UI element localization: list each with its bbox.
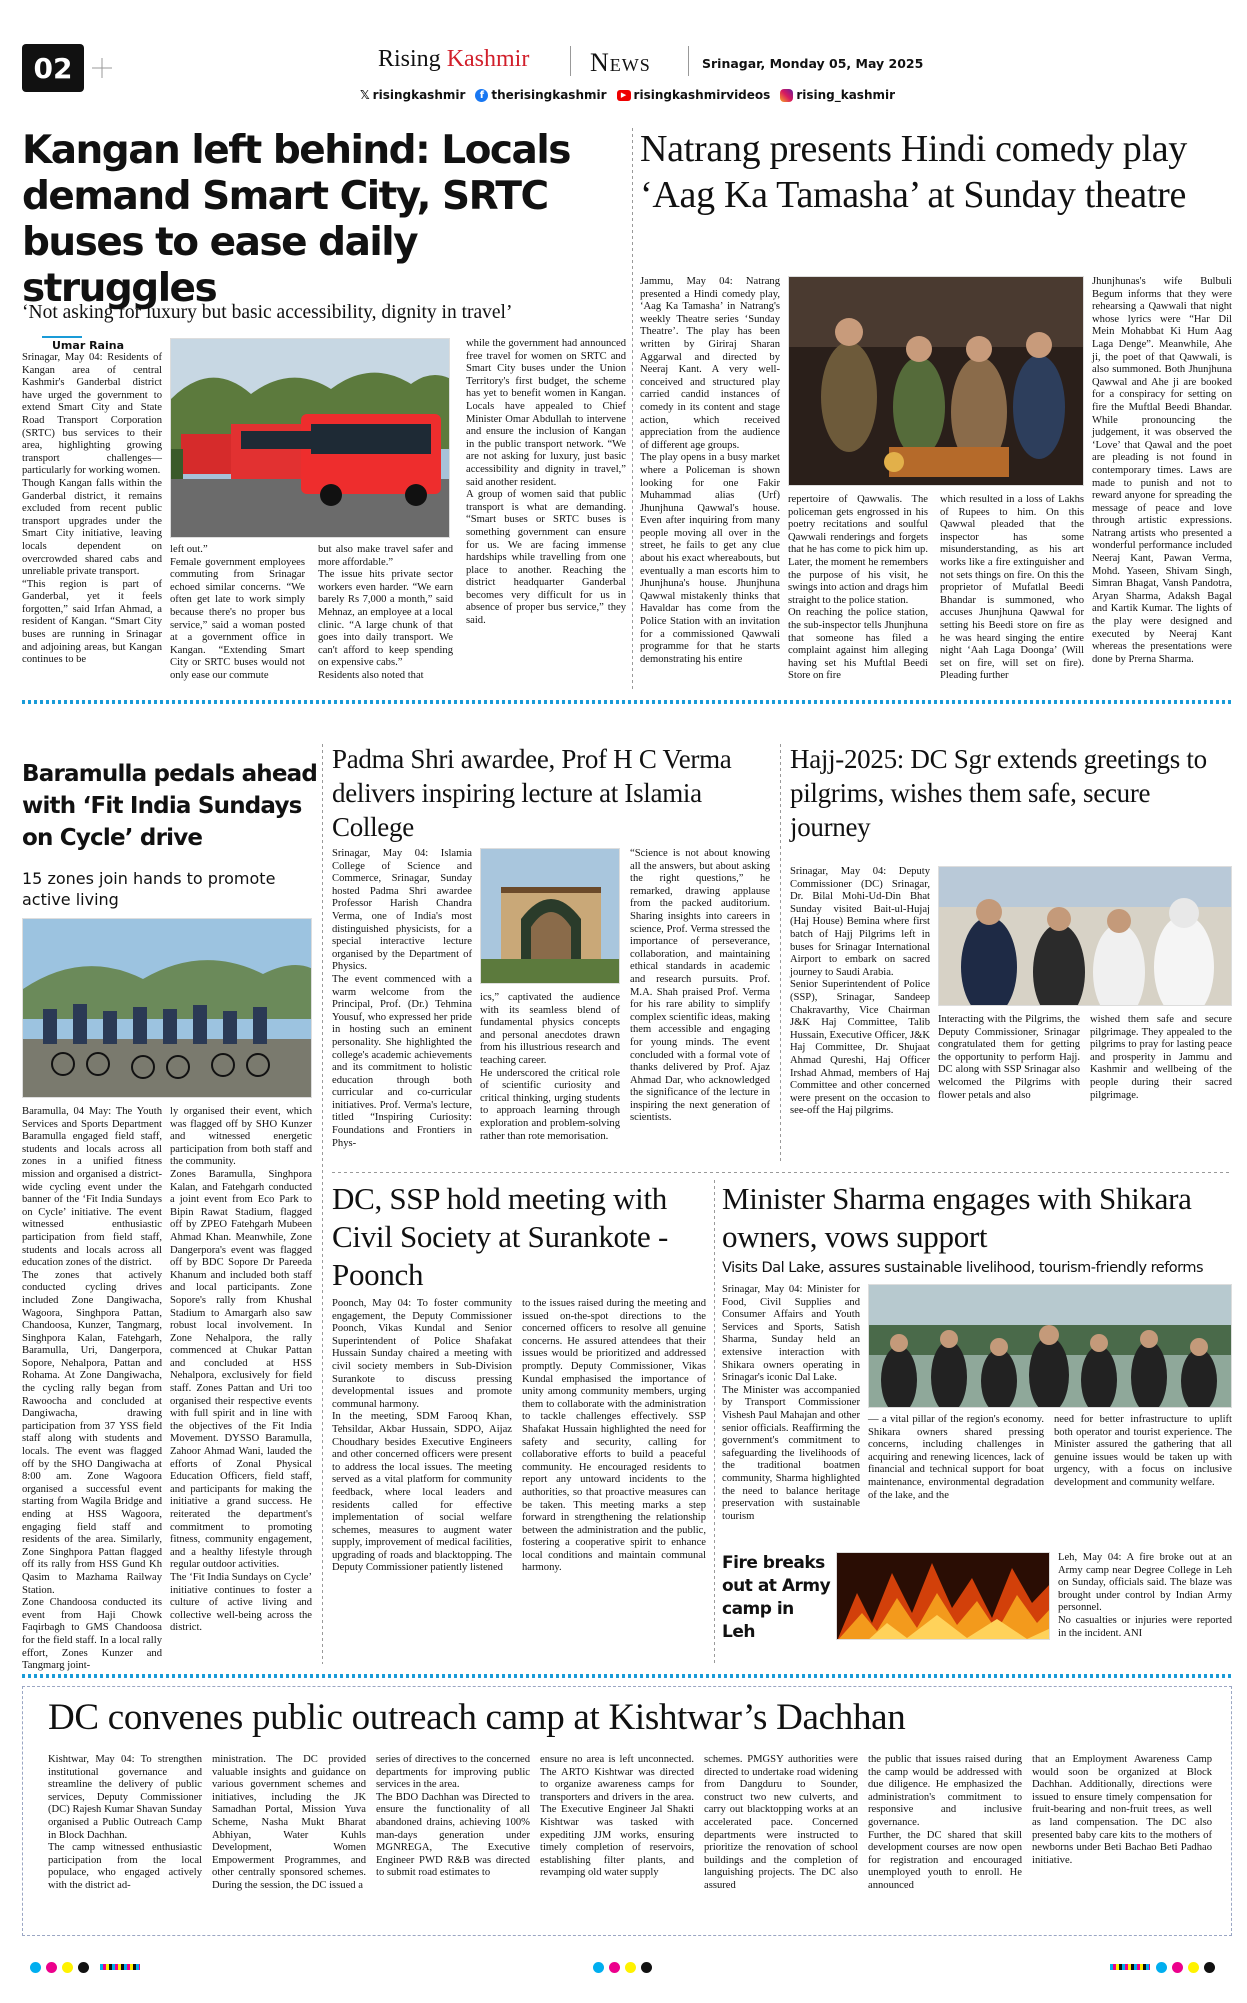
photo-shikara-meeting	[868, 1284, 1232, 1408]
row-divider	[332, 1172, 1232, 1173]
natrang-col4: Jhunjhunas's wife Bulbuli Begum informs that they were rehearsing a Qawwali that night whose lyrics were “Har Dil Mein Mohabbat Ki Hum Aag Laga Denge”. Meanwhile, Ahe ji, the poet of that Qawwali, is also summoned. Both Jhunjhuna Qawwal and Ahe ji are booked for a conspiracy for setting on fire the Muftlal Beedi Bhandar. While pronouncing the judgement, it was observed the ‘Love’ that Qawal and the poet are pleading is not found in contemporary times. Laws are made to punish and not to reward anyone for spreading the message of peace and love through artistic expressions. Natrang artists who presented a wonderful performance included Neeraj Kant, Pawan Verma, Mohd. Yaseen, Shivam Singh, Simran Bhagat, Vansh Pandotra, Aryan Sharma, Adaksh Bagal and Kartik Kumar. The lights of the play were designed and executed by Neeraj Kant whereas the presentations were done by Prerna Sharma.	[1092, 276, 1232, 665]
page-number-box	[22, 44, 84, 92]
x-icon: 𝕏	[360, 88, 370, 102]
headline-shikara: Minister Sharma engages with Shikara owners, vows support	[722, 1181, 1192, 1254]
headline-padma: Padma Shri awardee, Prof H C Verma delivers inspiring lecture at Islamia College	[332, 744, 732, 842]
column-rule	[714, 1180, 715, 1664]
baramulla-col1: Baramulla, 04 May: The Youth Services and Sports Department Baramulla engaged field staff, students and locals across all zones in a unified fitness mission and organised a district-wide cycling event under the banner of the ‘Fit India Sundays on Cycle’ initiative. The event witnessed enthusiastic participation from field staff, students and locals across all education zones of the district. The zones that actively conducted cycling drives included Zone Dangiwacha, Wagoora, Singhpora Pattan, Chandoosa, Kunzer, Tangmarg, Singhpora Kalan, Fatehgarh, Baramulla, Uri, Dangerpora, Sopore, Nehalpora, Pattan and Rohama. At Zone Dangiwacha, the cycling rally began from Rawoocha and concluded at Dangiwacha, drawing participation from 37 YSS field staff along with students and locals. The event was flagged off by the SHO Dangiwacha at 8:00 am. Zone Wagoora organised a successful event starting from Wagila Bridge and ending at HSS Wagoora, engaging field staff and residents of the area. Similarly, Zone Singhpora Pattan flagged off its rally from HSS Gund Kh Qasim to Mazhama Railway Station. Zone Chandoosa conducted its event from Haji Chowk Faqirbagh to GMS Chandoosa for the field staff. In a local rally effort, Zones Kunzer and Tangmarg joint-	[22, 1106, 162, 1672]
color-registration-bar	[30, 1960, 1220, 1974]
kangan-col4: while the government had announced free travel for women on SRTC and Smart City buses under the Union Territory's first budget, the scheme has yet to benefit women in Kangan. Locals have appealed to Chief Minister Omar Abdullah to intervene and ensure the inclusion of Kangan in the public transport network. “We are not asking for luxury, just basic accessibility and dignity in travel,” said another resident. A group of women said that public transport is what are demanding. “Smart buses or SRTC buses is something government can ensure for us. We are facing immense hardships while travelling from one place to another. Reaching the district headquarter Ganderbal becomes very difficult for us in absence of proper bus service,” they said.	[466, 338, 626, 627]
registration-mark	[92, 58, 112, 78]
deck-baramulla: 15 zones join hands to promote active living	[22, 869, 276, 909]
deck-kangan: ‘Not asking for luxury but basic accessibility, dignity in travel’	[22, 302, 513, 323]
reg-strip-left	[30, 1962, 140, 1973]
kishtwar-col6: the public that issues raised during the camp would be addressed with due diligence. He emphasized the administration's commitment to responsive and inclusive governance. Further, the DC shared that skill development courses are now open for registration and encouraged unemployed youth to enroll. He announced	[868, 1754, 1022, 1891]
headline-baramulla: Baramulla pedals ahead with ‘Fit India Sundays on Cycle’ drive	[22, 761, 318, 851]
social-label: risingkashmirvideos	[633, 88, 771, 102]
padma-col3: “Science is not about knowing all the answers, but about asking the right questions,” he remarked, drawing applause from the packed auditorium. Sharing insights into careers in science, Prof. Verma stressed the importance of perseverance, collaboration, and maintaining ethical standards in academic and research pursuits. Prof. M.A. Shah praised Prof. Verma for his rare ability to simplify complex scientific ideas, making them accessible and engaging for young minds. The event concluded with a formal vote of thanks delivered by Prof. Ajaz Ahmad Dar, who acknowledged the significance of the lecture in inspiring the next generation of scientists.	[630, 848, 770, 1124]
kishtwar-col5: schemes. PMGSY authorities were directed to undertake road widening from Dangduru to Sounder, construct two new culverts, and carry out blacktopping works at an accelerated pace. Concerned departments were instructed to prioritize the renovation of school buildings and the completion of languishing projects. The DC also assured	[704, 1754, 858, 1891]
facebook-icon: f	[475, 89, 488, 102]
social-bar	[360, 88, 895, 102]
instagram-icon	[780, 89, 793, 102]
masthead-divider	[570, 46, 571, 76]
hajj-col2: Interacting with the Pilgrims, the Deputy Commissioner, Srinagar congratulated them for getting the opportunity to perform Hajj. DC along with SSP Srinagar also welcomed the Pilgrims with flower petals and also	[938, 1014, 1080, 1101]
headline-kangan: Kangan left behind: Locals demand Smart City, SRTC buses to ease daily struggles	[22, 128, 570, 311]
kishtwar-col1: Kishtwar, May 04: To strengthen institutional governance and streamline the delivery of public services, Deputy Commissioner (DC) Rajesh Kumar Shavan Sunday organised a Public Outreach Camp in Block Dachhan. The camp witnessed enthusiastic participation from the local populace, who engaged actively with the district ad-	[48, 1754, 202, 1891]
natrang-col3: which resulted in a loss of Lakhs of Rupees to him. On this Qawwal pleaded that the inspector has some misunderstanding, as his art works like a fire extinguisher and not sets things on fire. On this the proprietor of Mufatlal Beedi Bhandar is summoned, who accuses Jhunjhuna Qawwal for setting his Beedi store on fire as he was heard singing the entire night ‘Aah Laga Doonga’ (Will set on fire, will set on fire). Pleading further	[940, 494, 1084, 682]
photo-kangan-buses	[170, 338, 450, 538]
section-divider	[22, 700, 1232, 704]
social-label: therisingkashmir	[491, 88, 607, 102]
headline-poonch: DC, SSP hold meeting with Civil Society at Surankote - Poonch	[332, 1181, 668, 1292]
natrang-col1: Jammu, May 04: Natrang presented a Hindi comedy play, ‘Aag Ka Tamasha’ in Natrang's weekly Theatre series ‘Sunday Theatre’. The play has been written by Giriraj Sharan Aggarwal and directed by Neeraj Kant. A very well-conceived and structured play carried candid instances of comedy in its content and stage action, which received appreciation from the audience of different age groups. The play opens in a busy market where a Policeman is shown looking for one Fakir Muhammad alias (Urf) Jhunjhuna Qawwal's house. Even after inquiring from many people moving all over in the street, he fails to get any clue about his exact whereabouts, but eventually a man escorts him to Jhunjhuna's house. Jhunjhuna Qawwal mistakenly thinks that Havaldar has come from the Police Station with an invitation for a commissioned Qawwali programme for that he starts demonstrating his entire	[640, 276, 780, 665]
poonch-col1: Poonch, May 04: To foster community engagement, the Deputy Commissioner Poonch, Vikas Kundal and Senior Superintendent of Police Shafakat Hussain Sunday chaired a meeting with civil society members in Sub-Division Surankote to discuss pressing developmental issues and promote communal harmony. In the meeting, SDM Farooq Khan, Tehsildar, Akbar Hussain, SDPO, Aijaz Choudhary besides Executive Engineers and other concerned officers were present to address the local issues. The meeting served as a vital platform for community feedback, where local leaders and residents called for effective implementation of social welfare schemes, measures to augment water supply, improvement of medical facilities, upgrading of roads and blacktopping. The Deputy Commissioner patiently listened	[332, 1298, 512, 1574]
column-rule	[632, 128, 633, 690]
photo-baramulla-cyclists	[22, 918, 312, 1098]
social-label: risingkashmir	[372, 88, 466, 102]
paper-name-left: Rising	[378, 46, 441, 72]
headline-hajj: Hajj-2025: DC Sgr extends greetings to pilgrims, wishes them safe, secure journey	[790, 744, 1207, 842]
social-facebook[interactable]	[475, 88, 606, 102]
reg-strip-center	[593, 1962, 657, 1973]
social-x[interactable]	[360, 88, 465, 102]
kangan-col2: left out.” Female government employees commuting from Srinagar echoed similar concerns. “We often get late to work simply because there's no proper bus service,” said a woman posted at a government office in Kangan. “Extending Smart City or SRTC buses would not only ease our commute	[170, 544, 305, 681]
dateline: Srinagar, Monday 05, May 2025	[702, 56, 924, 71]
kishtwar-col3: series of directives to the concerned departments for improving public services in the area. The BDO Dachhan was Directed to ensure the functionality of all abandoned drains, achieving 100% man-days generation under MGNREGA, The Executive Engineer PWD R&B was directed to submit road estimates to	[376, 1754, 530, 1879]
masthead-logo	[378, 46, 529, 73]
padma-col1: Srinagar, May 04: Islamia College of Science and Commerce, Srinagar, Sunday hosted Padma Shri awardee Professor Harish Chandra Verma, one of India's most distinguished physicists, for a special interactive lecture organised by the Department of Physics. The event commenced with a warm welcome from the Principal, Prof. (Dr.) Tehmina Yousuf, who expressed her pride in hosting such an eminent personality. She highlighted the college's academic achievements and its commitment to holistic education through both curricular and co-curricular initiatives. Prof. Verma's lecture, titled “Inspiring Curiosity: Foundations and Frontiers in Phys-	[332, 848, 472, 1149]
section-divider	[22, 1674, 1232, 1678]
shikara-col3: need for better infrastructure to uplift both operator and tourist experience. The Minister assured the gathering that all genuine issues would be taken up with urgency, with a focus on inclusive development and community welfare.	[1054, 1414, 1232, 1488]
hajj-col3: wished them safe and secure pilgrimage. They appealed to the pilgrims to pray for lasting peace and prosperity in Jammu and Kashmir and wellbeing of the people during their sacred pilgrimage.	[1090, 1014, 1232, 1101]
page-number: 02	[33, 51, 73, 85]
section-label: News	[590, 48, 651, 77]
byline	[22, 336, 132, 352]
poonch-col2: to the issues raised during the meeting and issued on-the-spot directions to the concerned officers to resolve all genuine concerns. He assured attendees that their issues would be prioritized and addressed promptly. Deputy Commissioner, Vikas Kundal emphasised the importance of unity among community members, urging them to collaborate with the administration to tackle challenges effectively. SSP Shafakat Hussain highlighted the need for safety and security, calling for collaborative efforts to build a peaceful community. He encouraged residents to report any untoward incidents to the authorities, so that proactive measures can be taken. This meeting marks a step forward in strengthening the relationship between the administration and the public, fostering a cooperative spirit to enhance local conditions and maintain communal harmony.	[522, 1298, 706, 1574]
kangan-col3: but also make travel safer and more affordable.” The issue hits private sector workers even harder. “We earn barely Rs 7,000 a month,” said Mehnaz, an employee at a local clinic. “A large chunk of that goes into daily transport. We can't afford to keep spending on expensive cabs.” Residents also noted that	[318, 544, 453, 681]
natrang-col2: repertoire of Qawwalis. The policeman gets engrossed in his poetry recitations and soulful Qawwali renderings and forgets that he has come to pick him up. Later, the moment he remembers the purpose of his visit, he swings into action and drags him straight to the police station. On reaching the police station, the sub-inspector tells Jhunjhuna that someone has filed a complaint against him alleging having set his Muftlal Beedi Store on fire	[788, 494, 928, 682]
shikara-col1: Srinagar, May 04: Minister for Food, Civil Supplies and Consumer Affairs and Youth Services and Sports, Satish Sharma, Sunday held an extensive interaction with Shikara owners operating in Srinagar's iconic Dal Lake. The Minister was accompanied by Transport Commissioner Vishesh Paul Mahajan and other senior officials. Reaffirming the government's commitment to safeguarding the livelihoods of the traditional boatmen community, Sharma highlighted the need to balance heritage preservation with sustainable tourism	[722, 1284, 860, 1522]
shikara-col2: — a vital pillar of the region's economy. Shikara owners shared pressing concerns, including challenges in acquiring and renewing licences, lack of financial and technical support for boat maintenance, environmental degradation of the lake, and the	[868, 1414, 1044, 1501]
social-instagram[interactable]	[780, 88, 895, 102]
column-rule	[322, 744, 323, 1664]
kangan-col1: Srinagar, May 04: Residents of Kangan area of central Kashmir's Ganderbal district have urged the government to extend Smart City and State Road Transport Corporation (SRTC) bus services to their area, highlighting growing transport challenges—particularly for working women. Though Kangan falls within the Ganderbal district, it remains excluded from recent public transport upgrades under the Smart City initiative, leaving locals dependent on overcrowded shared cabs and unreliable private transport. “This region is part of Ganderbal, yet it feels forgotten,” said Irfan Ahmad, a resident of Kangan. “Smart City buses are running in Srinagar and adjoining areas, but Kangan continues to be	[22, 352, 162, 666]
column-rule	[780, 744, 781, 1164]
social-youtube[interactable]	[617, 88, 771, 102]
byline-name: Umar Raina	[52, 339, 124, 352]
headline-kishtwar: DC convenes public outreach camp at Kishtwar’s Dachhan	[48, 1697, 906, 1738]
photo-natrang-play	[788, 276, 1084, 486]
padma-col2: ics,” captivated the audience with its seamless blend of fundamental physics concepts and personal anecdotes drawn from his illustrious research and teaching career. He underscored the critical role of scientific curiosity and critical thinking, urging students to approach learning through exploration and problem-solving rather than rote memorisation.	[480, 992, 620, 1142]
headline-fire: Fire breaks out at Army camp in Leh	[722, 1553, 831, 1642]
paper-name-right: Kashmir	[446, 46, 530, 72]
deck-shikara: Visits Dal Lake, assures sustainable livelihood, tourism-friendly reforms	[722, 1260, 1204, 1276]
baramulla-col2: ly organised their event, which was flagged off by SHO Kunzer and witnessed energetic participation from both staff and the community. Zones Baramulla, Singhpora Kalan, and Fatehgarh conducted a joint event from Eco Park to Bipin Rawat Stadium, flagged off by ZPEO Fatehgarh Mubeen Ahmad Khan. Meanwhile, Zone Dangerpora's event was flagged off by BDC Sopore Dr Pareeda Khanum and included both staff and local participants. Zone Sopore's rally from Khushal Stadium to Amargarh also saw robust local involvement. In Zone Nehalpora, the rally commenced at Chukar Pattan and concluded at HSS Nehalpora, exclusively for field staff. Zones Pattan and Uri too organised their respective events with full spirit and in line with the objectives of the Fit India Movement. DYSSO Baramulla, Zahoor Ahmad Wani, lauded the efforts of Zonal Physical Education Officers, field staff, and participants for making the initiative a grand success. He reiterated the department's commitment to promoting fitness, community engagement, and a healthy lifestyle through regular outdoor activities. The ‘Fit India Sundays on Cycle’ initiative continues to foster a culture of active living and collective well-being across the district.	[170, 1106, 312, 1634]
photo-fire	[836, 1552, 1050, 1640]
fire-body: Leh, May 04: A fire broke out at an Army camp near Degree College in Leh on Sunday, officials said. The blaze was brought under control by Indian Army personnel. No casualties or injuries were reported in the incident. ANI	[1058, 1552, 1232, 1639]
hajj-col1: Srinagar, May 04: Deputy Commissioner (DC) Srinagar, Dr. Bilal Mohi-Ud-Din Bhat Sunday visited Bait-ul-Hujaj (Haj House) Bemina where first batch of Hajj Pilgrims left in buses for Srinagar International Airport to embark on sacred journey to Saudi Arabia. Senior Superintendent of Police (SSP), Srinagar, Sandeep Chakravarthy, Vice Chairman J&K Haj Committee, Talib Hussain, Executive Officer, J&K Haj Committee, Dr. Shujaat Ahmad Qureshi, Haj Officer Irshad Ahmad, members of Haj Committee and other concerned were present on the occasion to see-off the Haj pilgrims.	[790, 866, 930, 1117]
masthead-divider-2	[688, 46, 689, 76]
kishtwar-col7: that an Employment Awareness Camp would soon be organized at Block Dachhan. Additionally, directions were issued to ensure timely compensation for fruit-bearing and non-fruit trees, as well as land compensation. The DC also presented baby care kits to the mothers of newborns under Beti Bachao Beti Padhao initiative.	[1032, 1754, 1212, 1866]
headline-natrang: Natrang presents Hindi comedy play ‘Aag Ka Tamasha’ at Sunday theatre	[640, 128, 1187, 216]
youtube-icon: ▶	[617, 90, 631, 101]
photo-hajj-pilgrims	[938, 866, 1232, 1006]
photo-islamia-college	[480, 848, 620, 984]
social-label: rising_kashmir	[796, 88, 896, 102]
reg-strip-right	[1110, 1962, 1220, 1973]
kishtwar-col4: ensure no area is left unconnected. The ARTO Kishtwar was directed to organize awareness camps for transporters and drivers in the area. The Executive Engineer Jal Shakti Kishtwar was tasked with expediting JJM works, ensuring timely completion of reservoirs, establishing filter plants, and revamping old water supply	[540, 1754, 694, 1879]
kishtwar-col2: ministration. The DC provided valuable insights and guidance on various government schemes and initiatives, including the JK Samadhan Portal, Mission Yuva Scheme, Nasha Mukt Bharat Abhiyan, Water Kuhls Development, Women Empowerment Programmes, and other centrally sponsored schemes. During the session, the DC issued a	[212, 1754, 366, 1891]
